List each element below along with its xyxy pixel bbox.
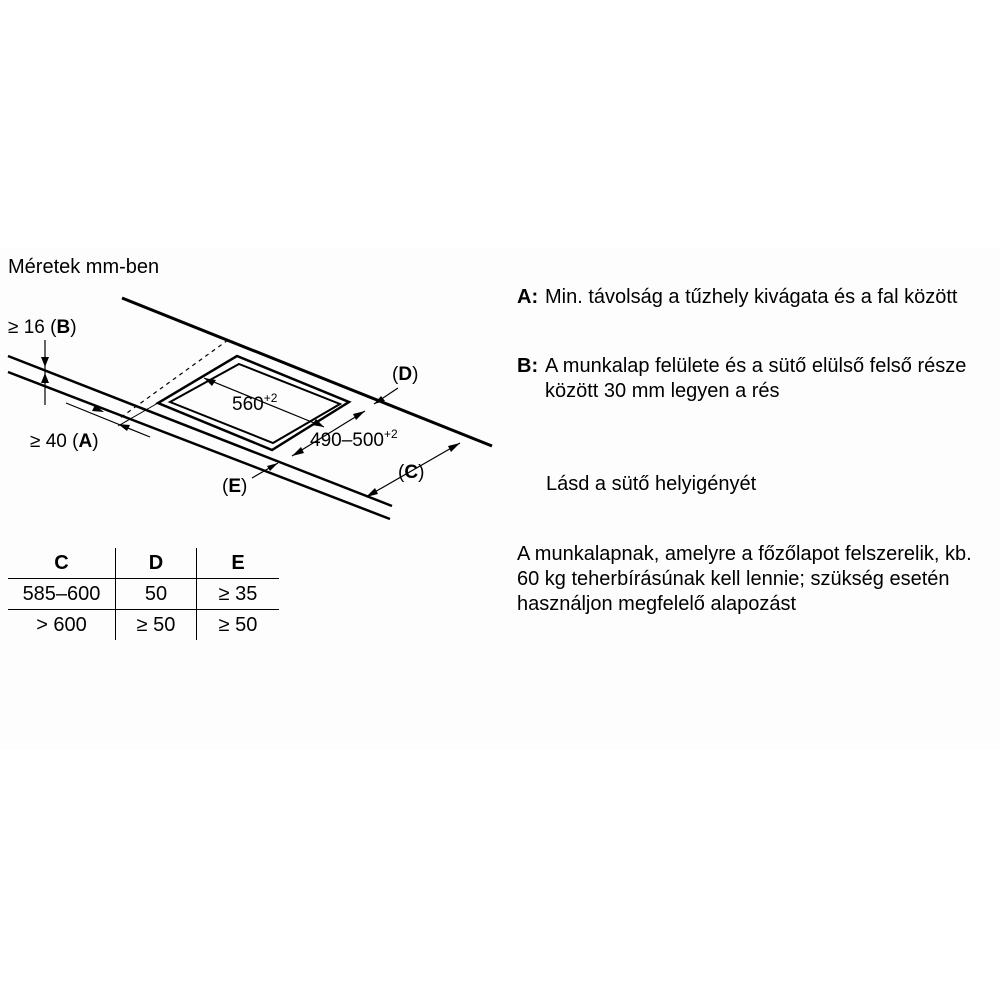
depth-arrow-bottom [292, 447, 304, 456]
legend-item-b [517, 354, 987, 404]
label-b: ≥ 16 (B) [8, 317, 77, 338]
table-cell: 585–600 [8, 579, 116, 610]
table-header: E [197, 548, 280, 579]
legend-text: A munkalap felülete és a sütő elülső felső része között 30 mm legyen a rés [545, 355, 967, 402]
table-header-row [8, 548, 279, 579]
table-row [8, 579, 279, 610]
label-a: ≥ 40 (A) [30, 431, 99, 452]
label-d: (D) [392, 364, 419, 385]
table-header: D [116, 548, 197, 579]
table-cell: 50 [116, 579, 197, 610]
units-note: Méretek mm-ben [8, 256, 160, 278]
b-arrow-top [41, 357, 49, 367]
table-header: C [8, 548, 116, 579]
depth-arrow-top [353, 411, 365, 420]
table-cell: ≥ 50 [218, 613, 258, 636]
label-e: (E) [222, 476, 248, 497]
e-arrow [267, 463, 278, 471]
c-arrow-top [448, 443, 460, 452]
oven-note: Lásd a sütő helyigényét [546, 473, 757, 495]
dimension-table [8, 548, 279, 640]
legend-text: Min. távolság a tűzhely kivágata és a fal között [545, 286, 958, 308]
label-width: $560^{+2}$ [232, 391, 278, 415]
label-c: (C) [398, 462, 425, 483]
table-cell: ≥ 35 [197, 579, 280, 610]
c-arrow-bottom [366, 488, 378, 497]
label-depth: $490-500^{+2}$ [310, 427, 398, 451]
table-cell: ≥ 50 [116, 610, 197, 641]
legend-key: A: [517, 286, 539, 308]
legend-key: B: [517, 355, 539, 377]
b-arrow-bottom [41, 373, 49, 383]
table-row [8, 610, 279, 641]
legend-item-a [517, 285, 987, 310]
table-cell: > 600 [8, 610, 116, 641]
countertop-note: A munkalapnak, amelyre a főzőlapot felszerelik, kb. 60 kg teherbírásúnak kell lennie; szükség esetén használjon megfelelő alapozást [517, 543, 972, 615]
